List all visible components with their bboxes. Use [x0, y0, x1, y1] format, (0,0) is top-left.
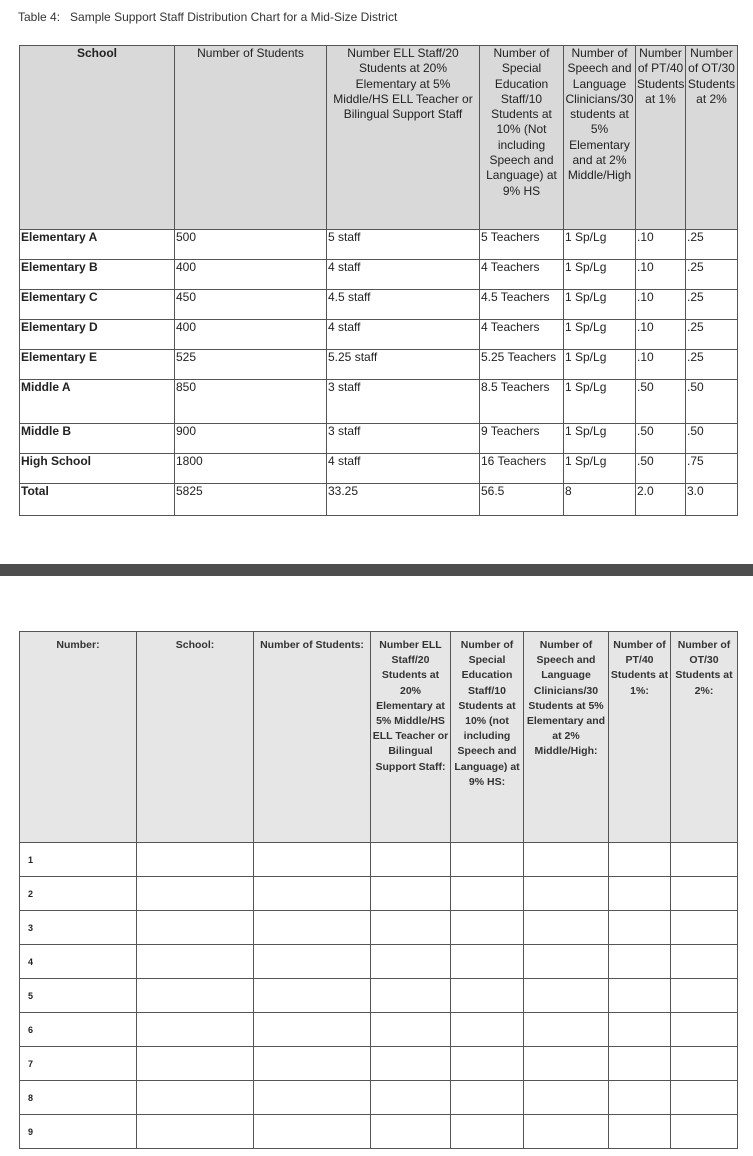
row-number: 9: [20, 1115, 137, 1149]
student-count: 400: [175, 320, 327, 350]
row-number: 6: [20, 1013, 137, 1047]
school-name: Elementary E: [20, 350, 175, 380]
worksheet-row: [20, 1013, 738, 1047]
sped-cell[interactable]: [451, 843, 524, 877]
ell-staff: 3 staff: [327, 380, 480, 424]
worksheet-row: [20, 877, 738, 911]
sped-staff: 5 Teachers: [480, 230, 564, 260]
blank-worksheet-table: [19, 631, 738, 1149]
students-cell[interactable]: [254, 877, 371, 911]
header-pt: Number of PT/40 Students at 1%: [636, 46, 686, 230]
ell-cell[interactable]: [371, 877, 451, 911]
school-cell[interactable]: [137, 979, 254, 1013]
table-row: [20, 380, 738, 424]
school-cell[interactable]: [137, 1115, 254, 1149]
students-cell[interactable]: [254, 911, 371, 945]
sped-cell[interactable]: [451, 945, 524, 979]
speech-cell[interactable]: [524, 843, 609, 877]
speech-language: 1 Sp/Lg: [564, 350, 636, 380]
row-number: 1: [20, 843, 137, 877]
pt-value: .10: [636, 290, 686, 320]
pt-cell[interactable]: [609, 945, 671, 979]
pt-cell[interactable]: [609, 979, 671, 1013]
speech-cell[interactable]: [524, 979, 609, 1013]
ot-value: .25: [686, 260, 738, 290]
ot-value: .25: [686, 350, 738, 380]
student-count: 900: [175, 424, 327, 454]
worksheet-row: [20, 843, 738, 877]
ell-staff: 4.5 staff: [327, 290, 480, 320]
ot-cell[interactable]: [671, 911, 738, 945]
sped-cell[interactable]: [451, 1047, 524, 1081]
table-caption: [18, 10, 397, 24]
table-row: [20, 260, 738, 290]
sped-staff: 16 Teachers: [480, 454, 564, 484]
sped-staff: 8.5 Teachers: [480, 380, 564, 424]
pt-value: .50: [636, 380, 686, 424]
student-count: 500: [175, 230, 327, 260]
speech-cell[interactable]: [524, 1115, 609, 1149]
table-row: [20, 290, 738, 320]
speech-cell[interactable]: [524, 1013, 609, 1047]
pt-value: .10: [636, 260, 686, 290]
ell-staff: 3 staff: [327, 424, 480, 454]
school-cell[interactable]: [137, 911, 254, 945]
worksheet-row: [20, 1115, 738, 1149]
pt-cell[interactable]: [609, 911, 671, 945]
ot-cell[interactable]: [671, 945, 738, 979]
worksheet-row: [20, 979, 738, 1013]
speech-language: 1 Sp/Lg: [564, 230, 636, 260]
student-count: 450: [175, 290, 327, 320]
worksheet-header-sped-staff: Number of Special Education Staff/10 Students at 10% (not including Speech and Language) at 9% HS:: [451, 632, 524, 843]
worksheet-header-number: Number:: [20, 632, 137, 843]
staff-distribution-table: [19, 45, 738, 516]
student-count: 1800: [175, 454, 327, 484]
ell-cell[interactable]: [371, 1081, 451, 1115]
student-count: 850: [175, 380, 327, 424]
header-sped-staff: Number of Special Education Staff/10 Students at 10% (Not including Speech and Language) at 9% HS: [480, 46, 564, 230]
ell-staff: 4 staff: [327, 260, 480, 290]
sped-staff: 5.25 Teachers: [480, 350, 564, 380]
worksheet-row: [20, 945, 738, 979]
school-name: Elementary C: [20, 290, 175, 320]
ot-value: .25: [686, 290, 738, 320]
sped-cell[interactable]: [451, 877, 524, 911]
header-speech-language: Number of Speech and Language Clinicians/30 students at 5% Elementary and at 2% Middle/High: [564, 46, 636, 230]
school-name: Total: [20, 484, 175, 516]
sped-cell[interactable]: [451, 1115, 524, 1149]
sped-staff: 4 Teachers: [480, 320, 564, 350]
pt-cell[interactable]: [609, 1115, 671, 1149]
worksheet-header-ot: Number of OT/30 Students at 2%:: [671, 632, 738, 843]
school-cell[interactable]: [137, 1013, 254, 1047]
row-number: 5: [20, 979, 137, 1013]
table-caption-title: Sample Support Staff Distribution Chart for a Mid-Size District: [70, 10, 398, 24]
students-cell[interactable]: [254, 1115, 371, 1149]
school-name: High School: [20, 454, 175, 484]
table-row: [20, 454, 738, 484]
school-cell[interactable]: [137, 945, 254, 979]
student-count: 400: [175, 260, 327, 290]
school-cell[interactable]: [137, 877, 254, 911]
ot-value: .25: [686, 230, 738, 260]
ell-cell[interactable]: [371, 843, 451, 877]
speech-language: 1 Sp/Lg: [564, 290, 636, 320]
ot-cell[interactable]: [671, 843, 738, 877]
ot-cell[interactable]: [671, 877, 738, 911]
header-ot: Number of OT/30 Students at 2%: [686, 46, 738, 230]
ell-cell[interactable]: [371, 1047, 451, 1081]
school-name: Elementary A: [20, 230, 175, 260]
page-divider: [0, 564, 753, 576]
school-cell[interactable]: [137, 843, 254, 877]
pt-value: .10: [636, 230, 686, 260]
speech-language: 1 Sp/Lg: [564, 260, 636, 290]
table-row: [20, 230, 738, 260]
pt-cell[interactable]: [609, 1081, 671, 1115]
speech-cell[interactable]: [524, 945, 609, 979]
ot-cell[interactable]: [671, 1115, 738, 1149]
ot-cell[interactable]: [671, 1081, 738, 1115]
pt-cell[interactable]: [609, 1047, 671, 1081]
worksheet-row: [20, 1047, 738, 1081]
speech-language: 8: [564, 484, 636, 516]
sped-cell[interactable]: [451, 1013, 524, 1047]
row-number: 8: [20, 1081, 137, 1115]
pt-cell[interactable]: [609, 843, 671, 877]
ell-staff: 4 staff: [327, 454, 480, 484]
sped-staff: 4.5 Teachers: [480, 290, 564, 320]
header-school: School: [20, 46, 175, 230]
row-number: 2: [20, 877, 137, 911]
speech-language: 1 Sp/Lg: [564, 320, 636, 350]
header-students: Number of Students: [175, 46, 327, 230]
pt-value: 2.0: [636, 484, 686, 516]
pt-value: .50: [636, 454, 686, 484]
ell-cell[interactable]: [371, 911, 451, 945]
speech-language: 1 Sp/Lg: [564, 380, 636, 424]
ell-cell[interactable]: [371, 1115, 451, 1149]
school-cell[interactable]: [137, 1081, 254, 1115]
sped-staff: 9 Teachers: [480, 424, 564, 454]
pt-cell[interactable]: [609, 877, 671, 911]
pt-cell[interactable]: [609, 1013, 671, 1047]
worksheet-header-pt: Number of PT/40 Students at 1%:: [609, 632, 671, 843]
ell-staff: 5 staff: [327, 230, 480, 260]
table-row-total: [20, 484, 738, 516]
pt-value: .10: [636, 350, 686, 380]
table-row: [20, 424, 738, 454]
header-ell-staff: Number ELL Staff/20 Students at 20% Elementary at 5% Middle/HS ELL Teacher or Bilingual Support Staff: [327, 46, 480, 230]
sped-cell[interactable]: [451, 1081, 524, 1115]
speech-cell[interactable]: [524, 877, 609, 911]
school-cell[interactable]: [137, 1047, 254, 1081]
school-name: Middle B: [20, 424, 175, 454]
ell-staff: 5.25 staff: [327, 350, 480, 380]
ot-value: .50: [686, 380, 738, 424]
pt-value: .50: [636, 424, 686, 454]
ell-staff: 4 staff: [327, 320, 480, 350]
sped-staff: 56.5: [480, 484, 564, 516]
row-number: 3: [20, 911, 137, 945]
sped-cell[interactable]: [451, 911, 524, 945]
sped-staff: 4 Teachers: [480, 260, 564, 290]
row-number: 7: [20, 1047, 137, 1081]
student-count: 5825: [175, 484, 327, 516]
ot-cell[interactable]: [671, 1047, 738, 1081]
speech-cell[interactable]: [524, 1081, 609, 1115]
students-cell[interactable]: [254, 945, 371, 979]
ot-value: .75: [686, 454, 738, 484]
ot-value: .50: [686, 424, 738, 454]
ell-staff: 33.25: [327, 484, 480, 516]
worksheet-header-speech-language: Number of Speech and Language Clinicians/30 Students at 5% Elementary and at 2% Middle/High:: [524, 632, 609, 843]
speech-cell[interactable]: [524, 1047, 609, 1081]
school-name: Elementary B: [20, 260, 175, 290]
header-row: [20, 46, 738, 230]
students-cell[interactable]: [254, 1013, 371, 1047]
table-row: [20, 350, 738, 380]
worksheet-header-students: Number of Students:: [254, 632, 371, 843]
school-name: Elementary D: [20, 320, 175, 350]
students-cell[interactable]: [254, 843, 371, 877]
school-name: Middle A: [20, 380, 175, 424]
row-number: 4: [20, 945, 137, 979]
worksheet-header-school: School:: [137, 632, 254, 843]
table-row: [20, 320, 738, 350]
students-cell[interactable]: [254, 1047, 371, 1081]
ell-cell[interactable]: [371, 1013, 451, 1047]
ot-cell[interactable]: [671, 979, 738, 1013]
ell-cell[interactable]: [371, 979, 451, 1013]
ell-cell[interactable]: [371, 945, 451, 979]
worksheet-header-row: [20, 632, 738, 843]
ot-cell[interactable]: [671, 1013, 738, 1047]
speech-language: 1 Sp/Lg: [564, 454, 636, 484]
speech-cell[interactable]: [524, 911, 609, 945]
students-cell[interactable]: [254, 979, 371, 1013]
worksheet-row: [20, 911, 738, 945]
sped-cell[interactable]: [451, 979, 524, 1013]
student-count: 525: [175, 350, 327, 380]
students-cell[interactable]: [254, 1081, 371, 1115]
speech-language: 1 Sp/Lg: [564, 424, 636, 454]
table-caption-label: Table 4:: [18, 10, 61, 24]
worksheet-row: [20, 1081, 738, 1115]
ot-value: 3.0: [686, 484, 738, 516]
pt-value: .10: [636, 320, 686, 350]
worksheet-header-ell-staff: Number ELL Staff/20 Students at 20% Elementary at 5% Middle/HS ELL Teacher or Bilingual Support Staff:: [371, 632, 451, 843]
ot-value: .25: [686, 320, 738, 350]
